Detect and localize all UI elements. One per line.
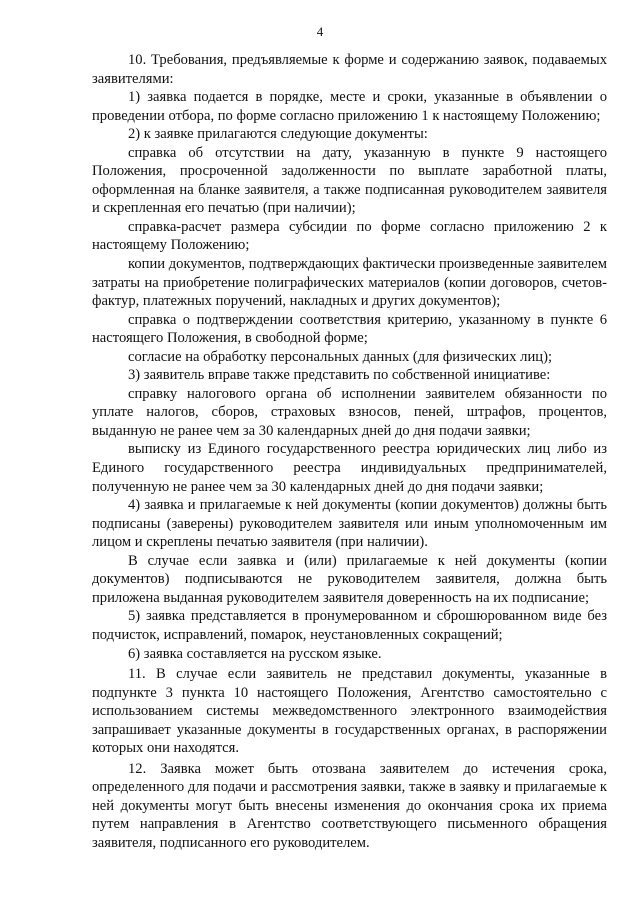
paragraph-10-5: 5) заявка представляется в пронумерованном и сброшюрованном виде без подчисток, исправлений, помарок, неустановленных сокращений; <box>92 608 607 643</box>
list-item-expense-copies: копии документов, подтверждающих фактически произведенные заявителем затраты на приобретение полиграфических материалов (копии договоров, счетов-фактур, платежных поручений, накладных и других документов); <box>92 256 607 310</box>
paragraph-10-4: 4) заявка и прилагаемые к ней документы (копии документов) должны быть подписаны (заверены) руководителем заявителя или иным уполномоченным им лицом и скреплены печатью заявителя (при наличии). <box>92 497 607 551</box>
list-item-criterion-certificate: справка о подтверждении соответствия критерию, указанному в пункте 6 настоящего Положения, в свободной форме; <box>92 311 607 347</box>
list-item-subsidy-calculation: справка-расчет размера субсидии по форме согласно приложению 2 к настоящему Положению; <box>92 218 607 254</box>
list-item-tax-certificate: справку налогового органа об исполнении заявителем обязанности по уплате налогов, сборов, страховых взносов, пеней, штрафов, процентов, выданную не ранее чем за 30 календарных дней до дня подачи заявки; <box>92 385 607 439</box>
paragraph-power-of-attorney: В случае если заявка и (или) прилагаемые к ней документы (копии документов) подписываются не руководителем заявителя, должна быть приложена выданная руководителем заявителя доверенность на их подписание; <box>92 552 607 606</box>
paragraph-10-1: 1) заявка подается в порядке, месте и сроки, указанные в объявлении о проведении отбора, по форме согласно приложению 1 к настоящему Положению; <box>92 89 607 124</box>
page-number: 4 <box>316 24 324 39</box>
document-body <box>92 51 607 853</box>
paragraph-11: 11. В случае если заявитель не представил документы, указанные в подпункте 3 пункта 10 настоящего Положения, Агентство самостоятельно с использованием системы межведомственного электронного взаимодействия запрашивает указанные документы в государственных органах, в распоряжении которых они находятся. <box>92 666 607 757</box>
paragraph-12: 12. Заявка может быть отозвана заявителем до истечения срока, определенного для подачи и рассмотрения заявки, также в заявку и прилагаемые к ней документы могут быть внесены изменения до окончания срока их приема путем направления в Агентство соответствующего письменного обращения заявителя, подписанного его руководителем. <box>92 760 607 851</box>
paragraph-10-heading: 10. Требования, предъявляемые к форме и содержанию заявок, подаваемых заявителями: <box>92 52 607 87</box>
list-item-salary-certificate: справка об отсутствии на дату, указанную в пункте 9 настоящего Положения, просроченной задолженности по выплате заработной платы, оформленная на бланке заявителя, а также подписанная руководителем заявителя и скрепленная его печатью (при наличии); <box>92 144 607 217</box>
list-item-personal-data-consent: согласие на обработку персональных данных (для физических лиц); <box>128 348 552 365</box>
paragraph-10-6: 6) заявка составляется на русском языке. <box>128 645 382 662</box>
paragraph-10-3: 3) заявитель вправе также представить по собственной инициативе: <box>128 367 551 384</box>
paragraph-10-2: 2) к заявке прилагаются следующие документы: <box>128 126 428 143</box>
list-item-registry-extract: выписку из Единого государственного реестра юридических лиц либо из Единого государственного реестра индивидуальных предпринимателей, полученную не ранее чем за 30 календарных дней до дня подачи заявки; <box>92 441 607 495</box>
